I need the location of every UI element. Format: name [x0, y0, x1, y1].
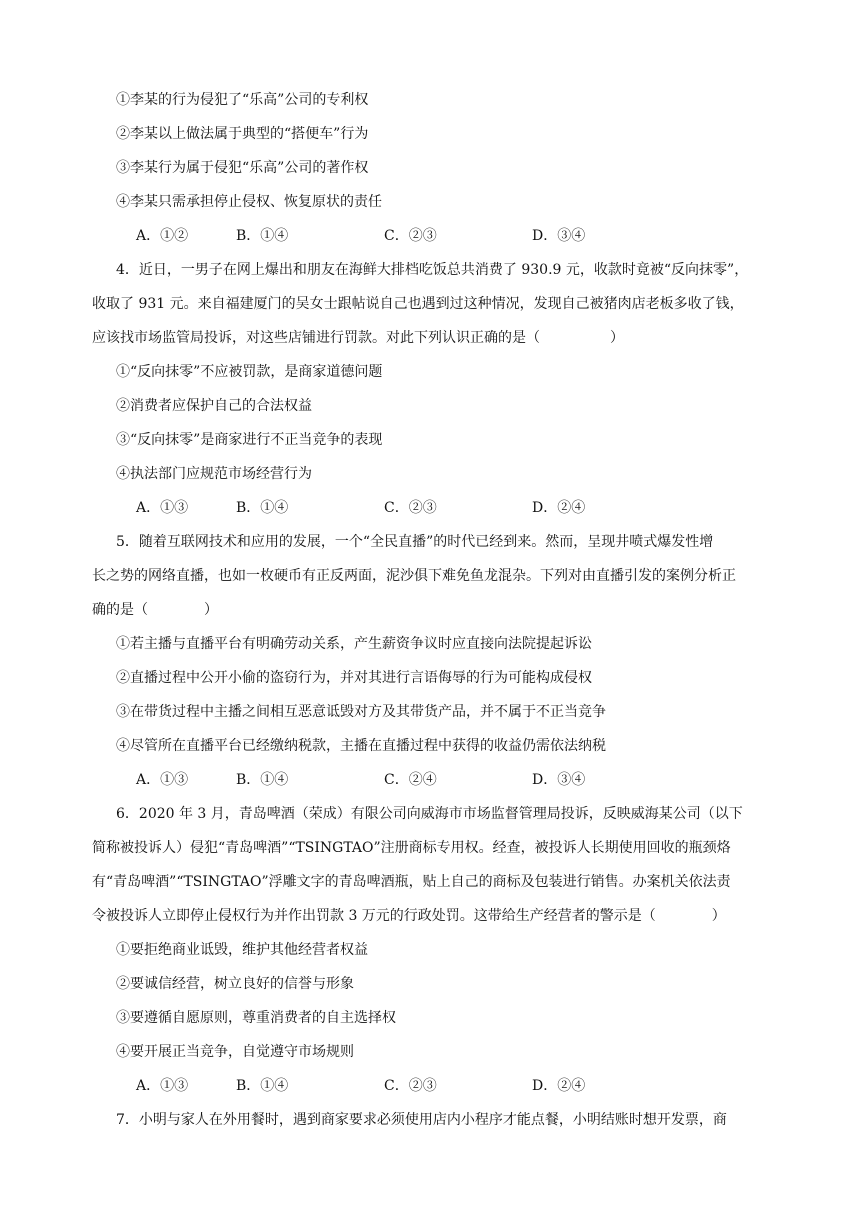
- q3-option-a: A．①②: [136, 228, 189, 244]
- q4-stem-line-1: 4．近日，一男子在网上爆出和朋友在海鲜大排档吃饭总共消费了 930.9 元，收款时竟被“反向抹零”，: [116, 262, 749, 278]
- q5-option-c: C．②④: [384, 772, 437, 788]
- q3-option-c: C．②③: [384, 228, 437, 244]
- q4-option-d: D．②④: [532, 500, 586, 516]
- q6-statement-4: ④要开展正当竞争，自觉遵守市场规则: [116, 1044, 354, 1060]
- q7-stem-line-1: 7．小明与家人在外用餐时，遇到商家要求必须使用店内小程序才能点餐，小明结账时想开发票，商: [116, 1112, 727, 1128]
- q6-statement-3: ③要遵循自愿原则，尊重消费者的自主选择权: [116, 1010, 396, 1026]
- q6-option-c: C．②③: [384, 1078, 437, 1094]
- q4-options: [136, 498, 636, 518]
- q4-statement-4: ④执法部门应规范市场经营行为: [116, 466, 312, 482]
- q3-option-b: B．①④: [236, 228, 289, 244]
- q6-option-a: A．①③: [136, 1078, 189, 1094]
- q5-option-a: A．①③: [136, 772, 189, 788]
- q3-option-d: D．③④: [532, 228, 586, 244]
- q5-statement-4: ④尽管所在直播平台已经缴纳税款，主播在直播过程中获得的收益仍需依法纳税: [116, 738, 606, 754]
- q6-stem-line-4: 令被投诉人立即停止侵权行为并作出罚款 3 万元的行政处罚。这带给生产经营者的警示是（ ）: [92, 908, 726, 924]
- q3-statement-2: ②李某以上做法属于典型的“搭便车”行为: [116, 126, 369, 142]
- q4-option-c: C．②③: [384, 500, 437, 516]
- q6-stem-line-3: 有“青岛啤酒”“TSINGTAO”浮雕文字的青岛啤酒瓶，贴上自己的商标及包装进行销售。办案机关依法责: [92, 874, 731, 890]
- q5-stem-line-2: 长之势的网络直播，也如一枚硬币有正反两面，泥沙俱下难免鱼龙混杂。下列对由直播引发的案例分析正: [92, 568, 736, 584]
- q4-statement-3: ③“反向抹零”是商家进行不正当竞争的表现: [116, 432, 383, 448]
- q6-statement-1: ①要拒绝商业诋毁，维护其他经营者权益: [116, 942, 368, 958]
- q4-stem-line-2: 收取了 931 元。来自福建厦门的吴女士跟帖说自己也遇到过这种情况，发现自己被猪肉店老板多收了钱，: [92, 296, 744, 312]
- q5-statement-1: ①若主播与直播平台有明确劳动关系，产生薪资争议时应直接向法院提起诉讼: [116, 636, 592, 652]
- q5-option-b: B．①④: [236, 772, 289, 788]
- q6-stem-line-1: 6．2020 年 3 月，青岛啤酒（荣成）有限公司向威海市市场监督管理局投诉，反映威海某公司（以下: [116, 806, 743, 822]
- q5-option-d: D．③④: [532, 772, 586, 788]
- q6-option-d: D．②④: [532, 1078, 586, 1094]
- q4-option-b: B．①④: [236, 500, 289, 516]
- q6-statement-2: ②要诚信经营，树立良好的信誉与形象: [116, 976, 354, 992]
- q3-statement-1: ①李某的行为侵犯了“乐高”公司的专利权: [116, 92, 369, 108]
- q3-statement-4: ④李某只需承担停止侵权、恢复原状的责任: [116, 194, 382, 210]
- q3-statement-3: ③李某行为属于侵犯“乐高”公司的著作权: [116, 160, 369, 176]
- q6-options: [136, 1076, 636, 1096]
- q5-statement-3: ③在带货过程中主播之间相互恶意诋毁对方及其带货产品，并不属于不正当竞争: [116, 704, 606, 720]
- q6-stem-line-2: 简称被投诉人）侵犯“青岛啤酒”“TSINGTAO”注册商标专用权。经查，被投诉人长期使用回收的瓶颈烙: [92, 840, 731, 856]
- q4-stem-line-3: 应该找市场监管局投诉，对这些店铺进行罚款。对此下列认识正确的是（ ）: [92, 330, 624, 346]
- q4-statement-2: ②消费者应保护自己的合法权益: [116, 398, 312, 414]
- q3-options: [136, 226, 636, 246]
- q5-stem-line-3: 确的是（ ）: [92, 602, 218, 618]
- q5-statement-2: ②直播过程中公开小偷的盗窃行为，并对其进行言语侮辱的行为可能构成侵权: [116, 670, 592, 686]
- q6-option-b: B．①④: [236, 1078, 289, 1094]
- q4-statement-1: ①“反向抹零”不应被罚款，是商家道德问题: [116, 364, 383, 380]
- q5-stem-line-1: 5．随着互联网技术和应用的发展，一个“全民直播”的时代已经到来。然而，呈现井喷式爆发性增: [116, 534, 714, 550]
- q5-options: [136, 770, 636, 790]
- q4-option-a: A．①③: [136, 500, 189, 516]
